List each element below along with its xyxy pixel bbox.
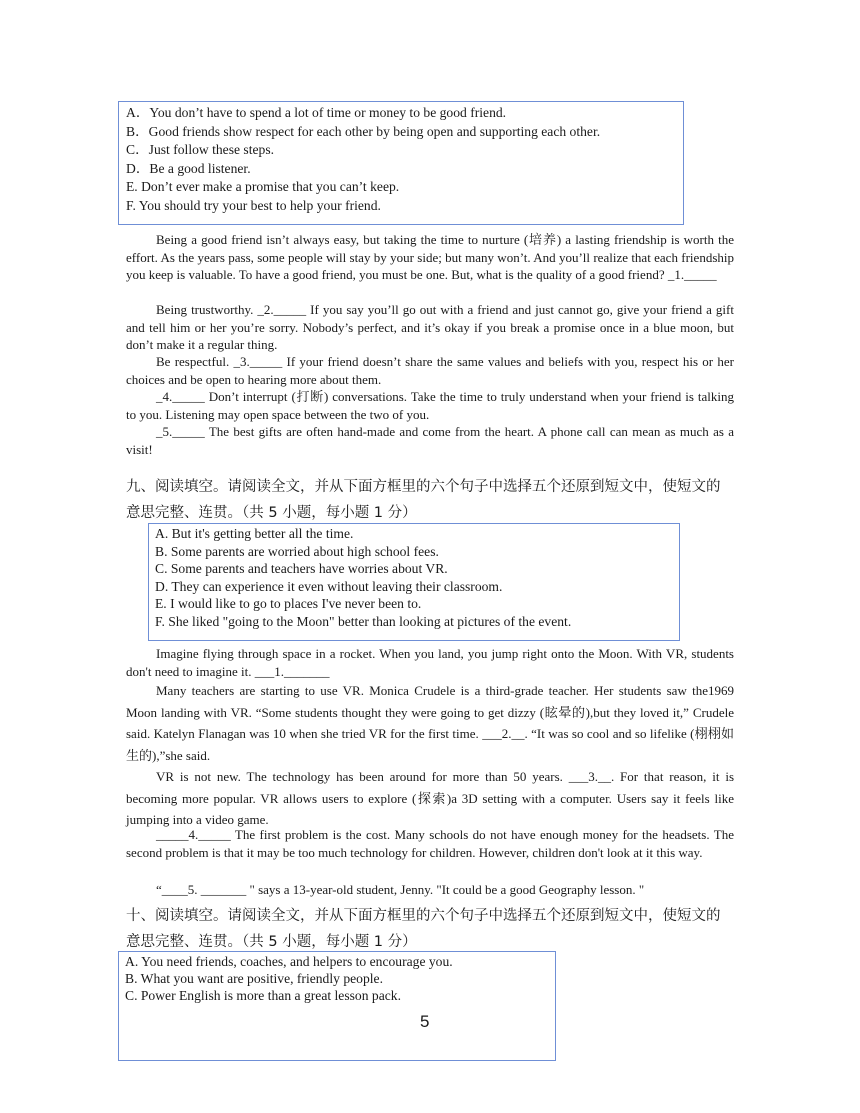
option-f: F. She liked "going to the Moon" better than looking at pictures of the event.: [155, 613, 572, 629]
passage1-paragraph: Being trustworthy. _2._____ If you say you’ll go out with a friend and just cannot go, give your friend a gift and tell him or her you’re sorry. Nobody’s perfect, and it’s okay if you break a promise once in a blue moon, but don’t make it a regular thing.: [126, 302, 734, 352]
passage2-paragraph: Many teachers are starting to use VR. Monica Crudele is a third-grade teacher. Her students saw the1969 Moon landing with VR. “Some students thought they were going to get dizzy (眩晕的),but they loved it,” Crudele said. Katelyn Flanagan was 10 when she tried VR for the first time. ___2.__. “It was so cool and so lifelike (栩栩如生的),”she said.: [126, 683, 734, 763]
passage2-paragraph: “____5. _______ " says a 13-year-old student, Jenny. "It could be a good Geography lesson. ": [156, 882, 645, 897]
option-a: A．You don’t have to spend a lot of time or money to be good friend.: [126, 105, 507, 120]
option-a: A. You need friends, coaches, and helpers to encourage you.: [125, 954, 453, 969]
section10-heading: [126, 903, 746, 955]
option-e: E. I would like to go to places I've never been to.: [155, 596, 422, 611]
option-d: D. They can experience it even without leaving their classroom.: [155, 578, 503, 594]
section10-heading-line2: 意思完整、连贯。（共 5 小题，每小题 1 分）: [126, 934, 417, 950]
section9-heading-line1: 九、阅读填空。请阅读全文，并从下面方框里的六个句子中选择五个还原到短文中，使短文的: [126, 479, 721, 495]
passage1-paragraph: Being a good friend isn’t always easy, but taking the time to nurture (培养) a lasting friendship is worth the effort. As the years pass, some people will stay by your side; but many won’t. And you’ll realize that each friendship you keep is valuable. To have a good friend, you must be one. But, what is the quality of a good friend? _1._____: [126, 232, 734, 282]
option-b: B．Good friends show respect for each other by being open and supporting each other.: [126, 123, 601, 139]
option-b: B. What you want are positive, friendly people.: [125, 971, 383, 986]
option-c: C. Some parents and teachers have worries about VR.: [155, 561, 448, 576]
options-box-2: [148, 523, 680, 641]
section9-heading-line2: 意思完整、连贯。（共 5 小题，每小题 1 分）: [126, 505, 417, 521]
passage2-paragraph: Imagine flying through space in a rocket. When you land, you jump right onto the Moon. With VR, students don't need to imagine it. ___1._______: [126, 646, 734, 679]
options-box-3: [118, 951, 556, 1061]
passage1-paragraph: _4._____ Don’t interrupt (打断) conversations. Take the time to truly understand when your friend is talking to you. Listening may open space between the two of you.: [126, 389, 734, 422]
option-d: D．Be a good listener.: [126, 160, 251, 176]
option-b: B. Some parents are worried about high school fees.: [155, 543, 439, 559]
section9-heading: [126, 474, 746, 526]
option-a: A. But it's getting better all the time.: [155, 526, 354, 541]
page-number: 5: [420, 1012, 430, 1031]
option-e: E. Don’t ever make a promise that you can’t keep.: [126, 179, 400, 194]
option-c: C. Power English is more than a great lesson pack.: [125, 988, 401, 1003]
section10-heading-line1: 十、阅读填空。请阅读全文，并从下面方框里的六个句子中选择五个还原到短文中，使短文的: [126, 908, 721, 924]
option-f: F. You should try your best to help your friend.: [126, 197, 381, 213]
passage1-paragraph: _5._____ The best gifts are often hand-made and come from the heart. A phone call can mean as much as a visit!: [126, 424, 734, 457]
options-box-1: [118, 101, 684, 225]
passage2-paragraph: _____4._____ The first problem is the cost. Many schools do not have enough money for the headsets. The second problem is that it may be too much technology for children. However, children don't look at it this way.: [126, 827, 734, 860]
passage1-paragraph: Be respectful. _3._____ If your friend doesn’t share the same values and beliefs with you, respect his or her choices and be open to hearing more about them.: [126, 354, 734, 387]
option-c: C．Just follow these steps.: [126, 142, 275, 157]
passage2-paragraph: VR is not new. The technology has been around for more than 50 years. ___3.__. For that reason, it is becoming more popular. VR allows users to explore (探索)a 3D setting with a computer. Users say it feels like jumping into a video game.: [126, 769, 734, 827]
